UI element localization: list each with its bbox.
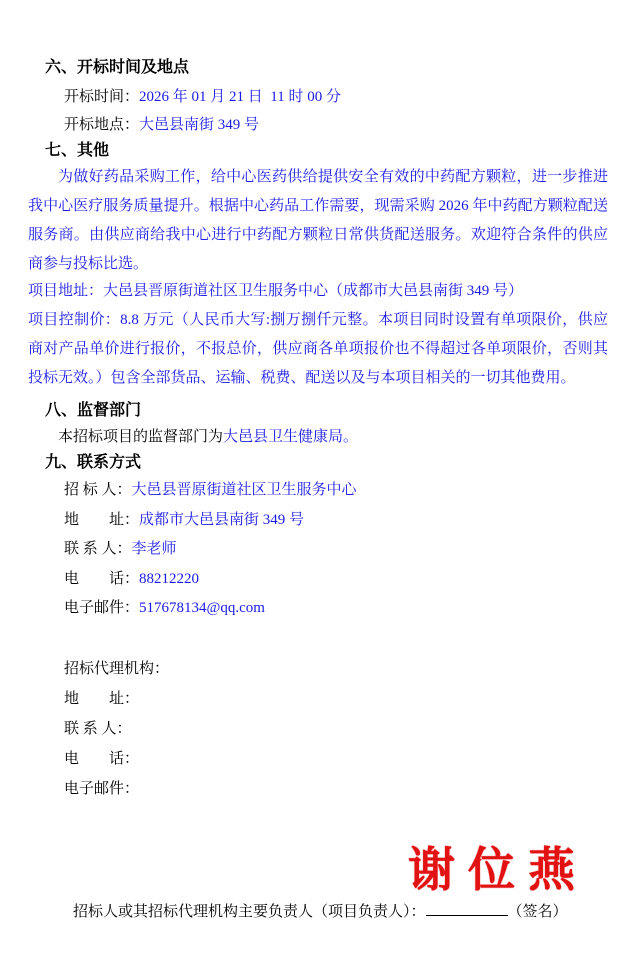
contact-row-tenderer <box>64 476 637 505</box>
section6-heading: 六、开标时间及地点 <box>45 59 190 76</box>
phone-label: 电 话： <box>64 571 140 587</box>
control-price: 项目控制价：8.8 万元（人民币大写:捌万捌仟元整。本项目同时设置有单项限价，供应商对产品单价进行报价，不报总价，供应商各单项报价也不得超过各单项限价，否则其投标无效。）包含全部货品、运输、税费、配送以及与本项目相关的一切其他费用。 <box>28 312 608 386</box>
person-label: 联 系 人： <box>64 541 132 557</box>
agency-row-phone <box>64 745 637 774</box>
project-address: 项目地址：大邑县晋原街道社区卫生服务中心（成都市大邑县南街 349 号） <box>28 283 524 299</box>
agency-person-label: 联 系 人： <box>64 721 132 737</box>
contact-row-email <box>64 594 637 623</box>
agency-address-label: 地 址： <box>64 691 140 707</box>
agency-phone-label: 电 话： <box>64 751 140 767</box>
agency-email-label: 电子邮件： <box>64 781 140 797</box>
email-label: 电子邮件： <box>64 600 140 616</box>
signature-suffix: （签名） <box>507 904 568 920</box>
tenderer-value: 大邑县晋原街道社区卫生服务中心 <box>131 482 357 498</box>
open-time-line <box>64 83 637 112</box>
email-value: 517678134@qq.com <box>139 600 265 616</box>
open-time-label: 开标时间： <box>64 89 140 105</box>
section9-heading: 九、联系方式 <box>45 454 142 471</box>
signature-line <box>73 898 568 927</box>
contact-row-address <box>64 506 637 535</box>
open-place-value: 大邑县南街 349 号 <box>139 117 260 133</box>
agency-row-name <box>64 655 637 684</box>
tenderer-label: 招 标 人： <box>64 482 132 498</box>
section7-heading: 七、其他 <box>45 142 110 159</box>
red-signature-stamp: 谢位燕 <box>408 845 588 897</box>
open-time-value: 2026 年 01 月 21 日 11 时 00 分 <box>139 89 341 105</box>
agency-label: 招标代理机构： <box>64 661 170 677</box>
person-value: 李老师 <box>131 541 177 557</box>
signature-line-label: 招标人或其招标代理机构主要负责人（项目负责人）： <box>73 904 426 920</box>
phone-value: 88212220 <box>139 571 200 587</box>
address-value: 成都市大邑县南街 349 号 <box>139 512 305 528</box>
address-label: 地 址： <box>64 512 140 528</box>
section7-paragraph: 为做好药品采购工作，给中心医药供给提供安全有效的中药配方颗粒，进一步推进我中心医疗服务质量提升。根据中心药品工作需要，现需采购 2026 年中药配方颗粒配送服务商。由供应商给我中心进行中药配方颗粒日常供货配送服务。欢迎符合条件的供应商参与投标比选。 <box>28 169 608 272</box>
supervision-prefix: 本招标项目的监督部门为 <box>58 429 224 445</box>
agency-row-address <box>64 685 637 714</box>
section8-heading: 八、监督部门 <box>45 402 142 419</box>
agency-row-person <box>64 715 637 744</box>
signature-blank-underline <box>426 901 508 916</box>
contact-row-person <box>64 535 637 564</box>
agency-row-email <box>64 775 637 804</box>
supervision-department: 大邑县卫生健康局。 <box>223 429 359 445</box>
contact-row-phone <box>64 565 637 594</box>
open-place-label: 开标地点： <box>64 117 140 133</box>
